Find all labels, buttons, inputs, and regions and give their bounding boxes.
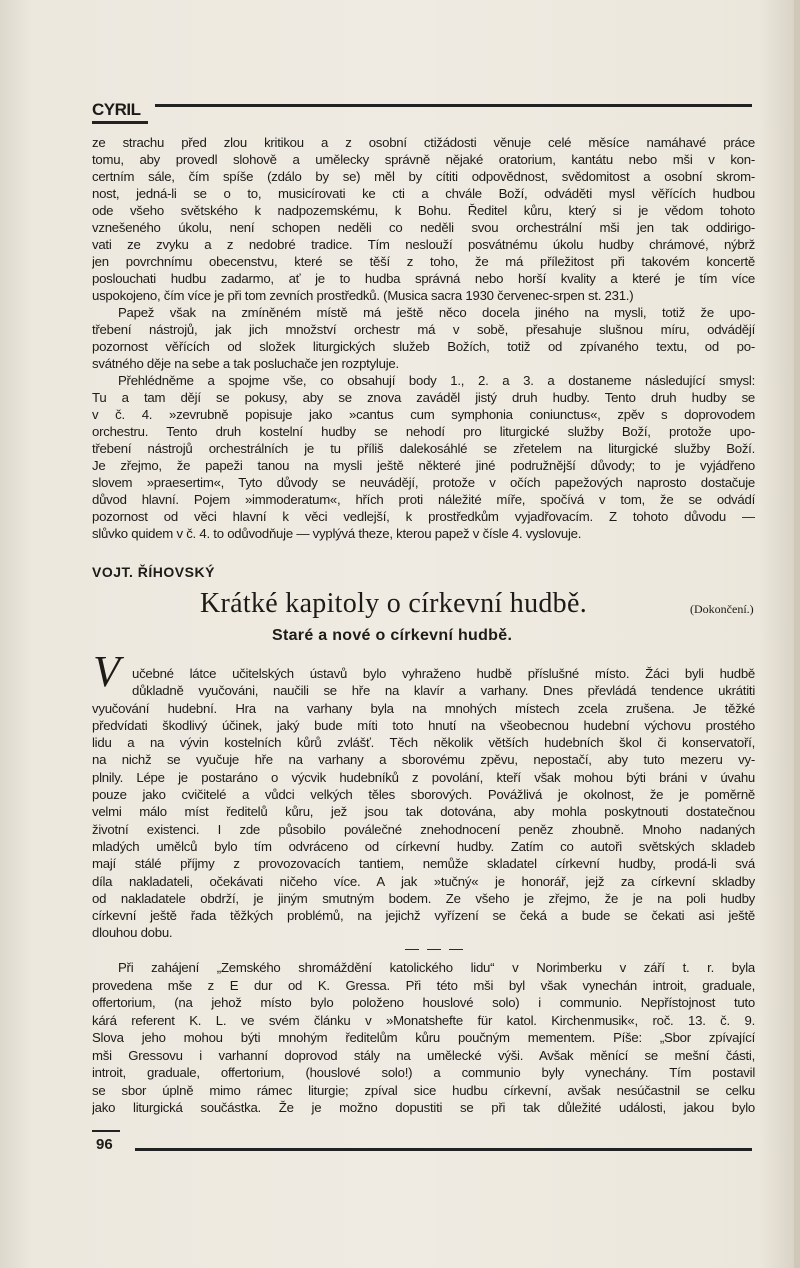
text-line: díla nakladateli, očekávati ničeho více. A jak »tučný« je honorář, jejž za církevní skladby [92,873,755,889]
continued-text [92,134,755,542]
text-line: ze strachu před zlou kritikou a z osobní ctižádosti věnuje celé měsíce namáhavé práce [92,135,755,150]
text-line: vati ze zvyku a z nedobré tradice. Tím neslouží posvátnému úkolu hudby chrámové, nýbrž [92,237,755,252]
text-line: certním sále, čím spíše (zdálo by se) měl by cítiti odpovědnost, svědomitost a osobní skrom- [92,169,755,184]
text-line: offertorium, (na jehož místo bylo položeno houslové solo) i communio. Nepřístojnost tuto [92,995,755,1010]
text-line: slůvko quidem v č. 4. to odůvodňuje — vyplývá theze, kterou papež v čísle 4. vyslovuje. [92,526,582,541]
text-line: mladých umělců bylo tím odvráceno od církevní hudby. Zatím co autoři světských skladeb [92,838,755,854]
text-line: Papež však na zmíněném místě má ještě něco docela jiného na mysli, totiž že upo- [118,305,755,320]
text-line: pouze jako cvičitelé a vůdci velkých těles sborových. Povážlivá je okolnost, že je poměrně [92,787,755,803]
text-line: třebení nástrojů, jak jich množství orchestr má v sobě, přesahuje slušnou míru, odvádějí [92,322,755,337]
text-line: mši Gressovu i varhanní doprovod stály na umělecké výši. Avšak měnící se mešní části, [92,1047,755,1063]
text-line: jen povrchnímu obecenstvu, které se těší z toho, že má příležitost při takovém koncertě [92,254,755,269]
section-separator: ——— [405,940,471,956]
text-line: plnily. Lépe je postaráno o výcvik hudebníků z povolání, kteří však mohou býti bráni v úvahu [92,769,755,785]
text-line: pozornost věřících od složek liturgických služeb Božích, totiž od zpívaného textu, od po- [92,339,755,354]
text-line: jako liturgická součástka. Že je možno dopustiti se při tak důležité události, jakou bylo [92,1100,755,1115]
drop-cap: V [93,647,120,696]
text-line: předvídati škodlivý účinek, jaký bude míti toto hnutí na všeobecnou hudební výchovu prostého [92,717,755,733]
text-line: od nakladatele obdrží, je jiným smutným bodem. Ze všeho je zřejmo, že je na poli hudby [92,890,755,906]
text-line: učebné látce učitelských ústavů bylo vyhraženo hudbě příslušné místo. Žáci byli hudbě [132,666,755,681]
header-rule [155,104,752,107]
text-line: vznešeného úkolu, není schopen neděli co neděli svou orchestrální mši jen tak oddirigo- [92,220,755,235]
text-line: introit, graduale, offertorium, (houslové solo!) a communio byly vynechány. Tím postavil [92,1065,755,1080]
text-line: se sbor úplně mimo rámec liturgie; zpíval sice hudbu církevní, avšak nesúčastnil se celku [92,1082,755,1098]
article-author: VOJT. ŘÍHOVSKÝ [92,564,215,580]
page-number: 96 [96,1136,113,1153]
text-line: důkladně vyučováni, naučili se hře na klavír a varhany. Dnes převládá tendence ukrátiti [132,683,755,699]
text-line: poslouchati hudbu zadarmo, ať je to hudba správná nebo horší kvality a které je tím více [92,271,755,286]
text-line: mají stálé příjmy z provozovacích tantiem, nemůže skladatel církevní hudby, prodá-li svá [92,856,755,872]
continued-note: (Dokončení.) [690,602,754,616]
text-line: lidu a na vývin kostelních kůrů zvlášť. Těch několik větších hudebních škol či konservatoří, [92,735,755,751]
text-line: třebení nástrojů orchestrálních je tu příliš dalekosáhlé se zřetelem na liturgické služby Boží. [92,441,755,456]
footer-short-rule [92,1130,120,1132]
text-line: v č. 4. »zevrubně popisuje jako »cantus cum symphonia coniunctus«, zpěv s doprovodem [92,407,755,422]
article-title: Krátké kapitoly o církevní hudbě. [200,588,588,619]
text-line: vyučování hudební. Hra na varhany byla na mnohých místech zcela zrušena. Je těžké [92,700,755,716]
article-subtitle: Staré a nové o církevní hudbě. [272,627,513,644]
text-line: kárá referent K. L. ve svém článku v »Monatshefte für katol. Kirchenmusik«, roč. 13. č. 9. [92,1012,755,1028]
text-line: církevní ještě řada těžkých problémů, na jejichž vyřízení se čeká a bude se čekati asi ještě [92,908,755,924]
text-line: Tu a tam dějí se pokusy, aby se znova zaváděl jistý druh hudby. Tento druh hudby se [92,390,755,405]
text-line: orchestru. Tento druh kostelní hudby se nehodí pro liturgické služby Boží, protože upo- [92,424,755,439]
text-line: životní existenci. I zde působilo poválečné znehodnocení peněz zhoubně. Mnoho nadaných [92,821,755,837]
article-body [92,665,755,942]
text-line: na nichž se vyučuje hře na varhany a sborovému zpěvu, nepostačí, aby tuto mezeru vy- [92,752,755,768]
running-header: CYRIL [92,100,141,119]
text-line: Je zřejmo, že papeži tanou na mysli ještě některé jiné podružnější důvody; to je vyjádřeno [92,458,755,473]
page-edge [794,0,800,1268]
text-line: nost, jedná-li se o to, musicírovati ke cti a chvále Boží, odváděti mysl věřících hudbou [92,186,755,201]
text-line: Slova jeho mohou býti mnohým ředitelům kůru poučným mementem. Píše: „Sbor zpívající [92,1030,755,1045]
text-line: dlouhou dobu. [92,925,173,941]
header-underline [92,121,148,124]
text-line: velmi málo míst ředitelů kůru, jež jsou tak dotována, aby mohla poskytnouti dostatečnou [92,804,755,820]
text-line: slovem »praesertim«, Tyto důvody se neuvádějí, protože v očích papežových naprosto dostačuje [92,475,755,490]
text-line: svátného děje na sebe a tak posluchače jen rozptyluje. [92,356,399,371]
text-line: Při zahájení „Zemského shromáždění katolického lidu“ v Norimberku v září t. r. byla [118,960,755,975]
footer-rule [135,1148,752,1151]
text-line: důvod hlavní. Pojem »immoderatum«, hřích proti náležité míře, spočívá v tom, že se odvádí [92,492,755,507]
text-line: provedena mše z E dur od K. Gressa. Při této mši byl však vynechán introit, graduale, [92,977,755,993]
text-line: ode všeho světského k nadpozemskému, k Bohu. Ředitel kůru, který si je vědom tohoto [92,203,755,218]
text-line: pozornost od věci hlavní k věci vedlejší, k prostředkům vyjadřovacím. Z tohoto důvodu — [92,509,755,524]
text-line: Přehlédněme a spojme vše, co obsahují body 1., 2. a 3. a dostaneme následující smysl: [118,373,755,388]
text-line: uspokojeno, čím více je při tom zevních prostředků. (Musica sacra 1930 červenec-srpen st. 231.) [92,288,634,303]
article-body-2 [92,959,755,1117]
text-line: tomu, aby provedl slohově a umělecky správně nějaké oratorium, kantátu nebo mši v kon- [92,152,755,167]
